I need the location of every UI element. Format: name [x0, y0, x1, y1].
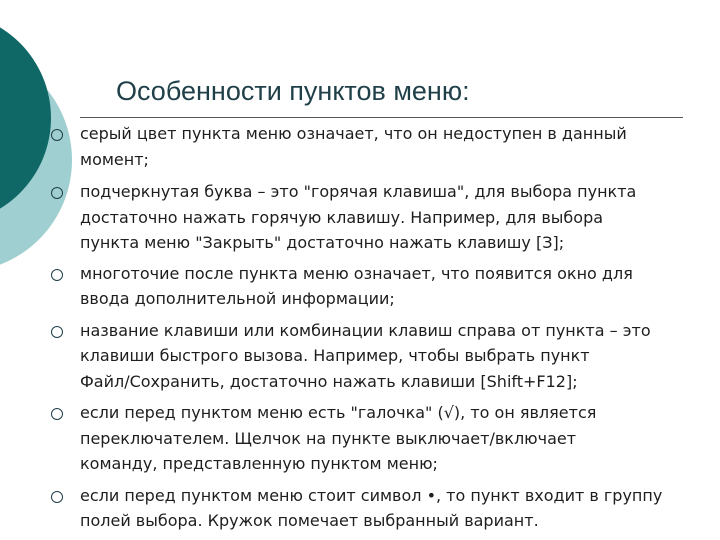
- list-item: [50, 261, 720, 312]
- list-item: [50, 121, 720, 172]
- bullet-circle-icon: [51, 326, 63, 338]
- slide-title: Особенности пунктов меню:: [116, 76, 470, 106]
- list-item-text: серый цвет пункта меню означает, что он недоступен в данный момент;: [80, 124, 627, 169]
- list-item: [50, 483, 720, 534]
- bullet-circle-icon: [51, 129, 63, 141]
- list-item-text: многоточие после пункта меню означает, что появится окно для ввода дополнительной информации;: [80, 263, 633, 308]
- list-item: [50, 179, 720, 256]
- list-item-text: название клавиши или комбинации клавиш справа от пункта – это клавиши быстрого вызова. Например, чтобы выбрать пункт Файл/Сохранить, достаточно нажать клавиши [Shift+F12];: [80, 320, 651, 391]
- bullet-list: [50, 121, 720, 534]
- list-item: [50, 400, 720, 477]
- bullet-circle-icon: [51, 408, 63, 420]
- bullet-circle-icon: [51, 491, 63, 503]
- title-divider: [80, 117, 683, 118]
- list-item-text: подчеркнутая буква – это "горячая клавиша", для выбора пункта достаточно нажать горячую клавишу. Например, для выбора пункта меню "Закрыть" достаточно нажать клавишу [З];: [80, 182, 637, 252]
- list-item-text: если перед пунктом меню есть "галочка" (√), то он является переключателем. Щелчок на пункте выключает/включает команду, представленную пунктом меню;: [80, 403, 597, 473]
- bullet-circle-icon: [51, 269, 63, 281]
- list-item-text: если перед пунктом меню стоит символ •, то пункт входит в группу полей выбора. Кружок помечает выбранный вариант.: [80, 485, 663, 530]
- bullet-circle-icon: [51, 187, 63, 199]
- list-item: [50, 318, 720, 395]
